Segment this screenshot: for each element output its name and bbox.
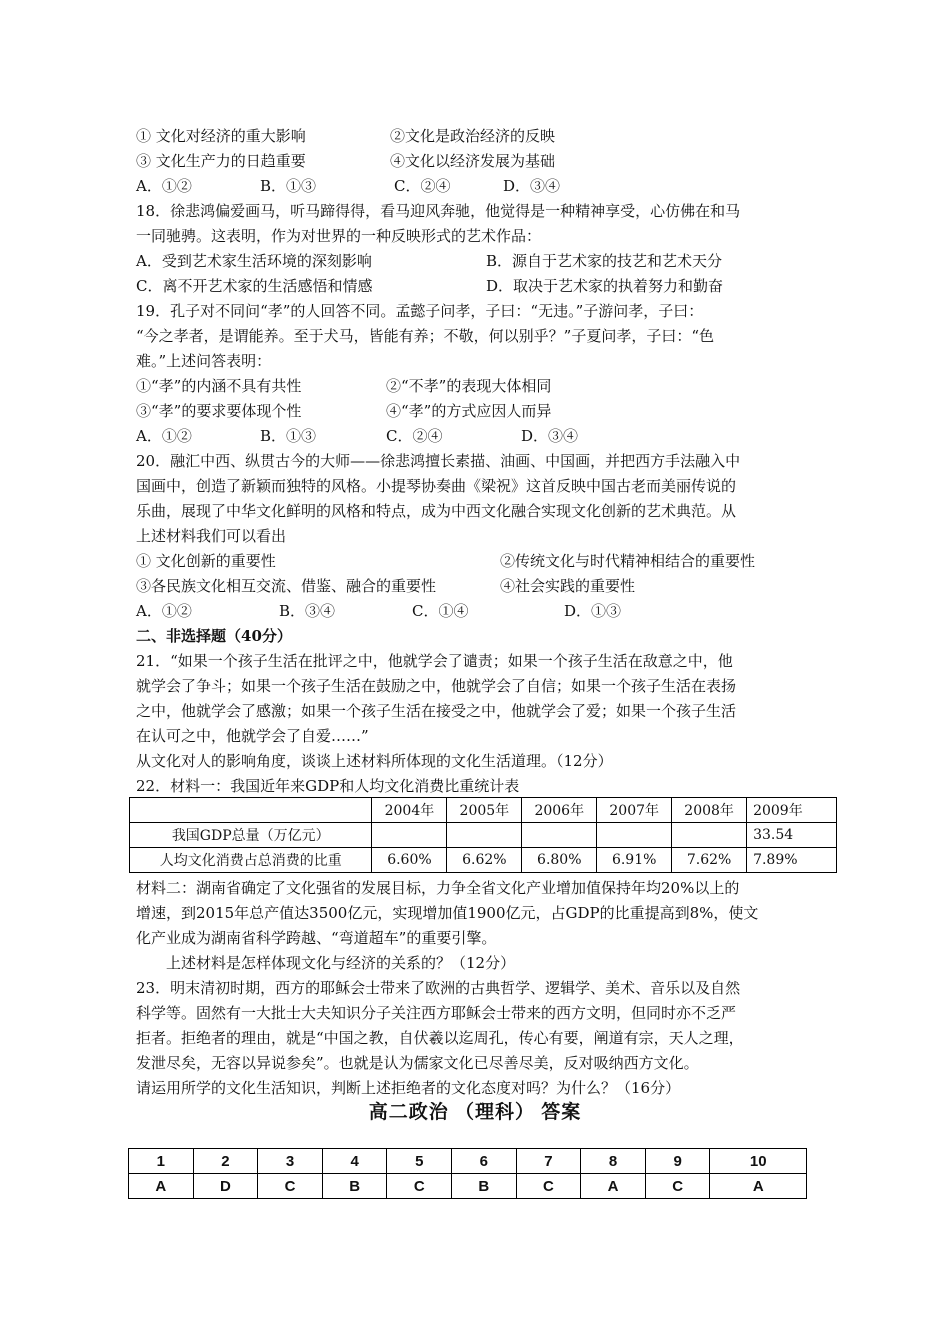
q18-choice-a: A．受到艺术家生活环境的深刻影响 (136, 252, 372, 270)
answer-key-cell: C (258, 1174, 323, 1199)
q22-material2-line-2: 增速，到2015年总产值达3500亿元，实现增加值1900亿元，占GDP的比重提高到8%，使文 (136, 904, 759, 922)
q19-option-3: ③“孝”的要求要体现个性 (136, 402, 302, 420)
answer-number-cell: 1 (129, 1149, 194, 1174)
q23-line-5: 请运用所学的文化生活知识，判断上述拒绝者的文化态度对吗？为什么？（16分） (136, 1079, 681, 1097)
answer-number-cell: 9 (645, 1149, 710, 1174)
table-header-cell: 2008年 (672, 798, 747, 823)
q21-line-2: 就学会了争斗；如果一个孩子生活在鼓励之中，他就学会了自信；如果一个孩子生活在表扬 (136, 677, 737, 695)
q20-stem-line-4: 上述材料我们可以看出 (136, 527, 287, 545)
q17-choice-d: D．③④ (503, 177, 561, 195)
answer-key-cell: A (710, 1174, 807, 1199)
table-header-row (130, 798, 837, 823)
table-cell: 7.89% (747, 848, 837, 873)
q20-choice-a: A．①② (136, 602, 192, 620)
answer-key-cell: A (129, 1174, 194, 1199)
answer-number-cell: 3 (258, 1149, 323, 1174)
q17-option-2: ②文化是政治经济的反映 (390, 127, 556, 145)
answer-number-cell: 10 (710, 1149, 807, 1174)
answer-key-table (128, 1148, 807, 1199)
q20-choice-c: C．①④ (412, 602, 469, 620)
q21-line-3: 之中，他就学会了感激；如果一个孩子生活在接受之中，他就学会了爱；如果一个孩子生活 (136, 702, 737, 720)
q19-choice-a: A．①② (136, 427, 192, 445)
table-cell: 7.62% (672, 848, 747, 873)
q17-option-3: ③ 文化生产力的日趋重要 (136, 152, 306, 170)
answer-key-cell: B (452, 1174, 517, 1199)
q20-stem-line-1: 20．融汇中西、纵贯古今的大师——徐悲鸿擅长素描、油画、中国画，并把西方手法融入中 (136, 452, 741, 470)
table-row (130, 848, 837, 873)
answer-key-cell: B (322, 1174, 387, 1199)
table-cell (672, 823, 747, 848)
table-header-cell (130, 798, 372, 823)
answer-number-cell: 2 (193, 1149, 258, 1174)
answer-key-cell: C (516, 1174, 581, 1199)
answer-number-cell: 4 (322, 1149, 387, 1174)
table-cell: 33.54 (747, 823, 837, 848)
q17-choice-b: B．①③ (260, 177, 317, 195)
answer-key-cell: A (581, 1174, 646, 1199)
table-cell: 人均文化消费占总消费的比重 (130, 848, 372, 873)
table-header-cell: 2009年 (747, 798, 837, 823)
q20-option-4: ④社会实践的重要性 (500, 577, 636, 595)
q23-line-2: 科学等。固然有一大批士大夫知识分子关注西方耶稣会士带来的西方文明，但同时亦不乏严 (136, 1004, 737, 1022)
q21-line-4: 在认可之中，他就学会了自爱……” (136, 727, 369, 745)
q20-stem-line-3: 乐曲，展现了中华文化鲜明的风格和特点，成为中西文化融合实现文化创新的艺术典范。从 (136, 502, 737, 520)
table-cell (447, 823, 522, 848)
q17-option-4: ④文化以经济发展为基础 (390, 152, 556, 170)
q23-line-1: 23．明末清初时期，西方的耶稣会士带来了欧洲的古典哲学、逻辑学、美术、音乐以及自然 (136, 979, 741, 997)
table-cell: 6.60% (372, 848, 447, 873)
table-header-cell: 2005年 (447, 798, 522, 823)
answer-number-row (129, 1149, 807, 1174)
q18-choice-c: C．离不开艺术家的生活感悟和情感 (136, 277, 373, 295)
answer-number-cell: 7 (516, 1149, 581, 1174)
q22-question: 上述材料是怎样体现文化与经济的关系的？（12分） (166, 954, 516, 972)
table-cell: 6.91% (597, 848, 672, 873)
q18-stem-line-2: 一同驰骋。这表明，作为对世界的一种反映形式的艺术作品： (136, 227, 542, 245)
q18-choice-d: D．取决于艺术家的执着努力和勤奋 (486, 277, 724, 295)
q17-choice-c: C．②④ (394, 177, 451, 195)
q19-option-4: ④“孝”的方式应因人而异 (386, 402, 552, 420)
q21-line-1: 21．“如果一个孩子生活在批评之中，他就学会了谴责；如果一个孩子生活在敌意之中，他 (136, 652, 733, 670)
q22-material2-line-3: 化产业成为湖南省科学跨越、“弯道超车”的重要引擎。 (136, 929, 497, 947)
q17-option-1: ① 文化对经济的重大影响 (136, 127, 306, 145)
answer-number-cell: 6 (452, 1149, 517, 1174)
q20-choice-b: B．③④ (279, 602, 336, 620)
table-cell (597, 823, 672, 848)
q20-option-2: ②传统文化与时代精神相结合的重要性 (500, 552, 756, 570)
answer-number-cell: 5 (387, 1149, 452, 1174)
q20-option-1: ① 文化创新的重要性 (136, 552, 276, 570)
table-cell: 6.80% (522, 848, 597, 873)
table-header-cell: 2007年 (597, 798, 672, 823)
q17-choice-a: A．①② (136, 177, 192, 195)
q19-choice-d: D．③④ (521, 427, 579, 445)
q22-line-1: 22．材料一：我国近年来GDP和人均文化消费比重统计表 (136, 777, 520, 795)
q22-material2-line-1: 材料二：湖南省确定了文化强省的发展目标，力争全省文化产业增加值保持年均20%以上的 (136, 879, 740, 897)
answer-key-cell: D (193, 1174, 258, 1199)
q23-line-3: 拒者。拒绝者的理由，就是“中国之教，自伏羲以迄周孔，传心有要，阐道有宗，天人之理， (136, 1029, 744, 1047)
q19-stem-line-1: 19．孔子对不同问“孝”的人回答不同。孟懿子问孝，子曰：“无违。”子游问孝，子曰： (136, 302, 704, 320)
table-cell (372, 823, 447, 848)
q21-line-5: 从文化对人的影响角度，谈谈上述材料所体现的文化生活道理。（12分） (136, 752, 613, 770)
section-heading: 二、非选择题（40分） (136, 627, 292, 645)
q19-stem-line-2: “今之孝者，是谓能养。至于犬马，皆能有养；不敬，何以别乎？”子夏问孝，子曰：“色 (136, 327, 715, 345)
table-cell: 6.62% (447, 848, 522, 873)
q19-option-1: ①“孝”的内涵不具有共性 (136, 377, 302, 395)
answer-key-row (129, 1174, 807, 1199)
gdp-statistics-table (129, 797, 837, 873)
table-cell (522, 823, 597, 848)
q19-choice-b: B．①③ (260, 427, 317, 445)
answer-number-cell: 8 (581, 1149, 646, 1174)
q20-choice-d: D．①③ (564, 602, 622, 620)
answer-key-title: 高二政治 （理科） 答案 (368, 1102, 582, 1123)
q19-option-2: ②“不孝”的表现大体相同 (386, 377, 552, 395)
q20-stem-line-2: 国画中，创造了新颖而独特的风格。小提琴协奏曲《梁祝》这首反映中国古老而美丽传说的 (136, 477, 737, 495)
q18-choice-b: B．源自于艺术家的技艺和艺术天分 (486, 252, 723, 270)
answer-key-cell: C (387, 1174, 452, 1199)
q20-option-3: ③各民族文化相互交流、借鉴、融合的重要性 (136, 577, 437, 595)
table-cell: 我国GDP总量（万亿元） (130, 823, 372, 848)
q19-stem-line-3: 难。”上述问答表明： (136, 352, 272, 370)
table-header-cell: 2006年 (522, 798, 597, 823)
q19-choice-c: C．②④ (386, 427, 443, 445)
table-row (130, 823, 837, 848)
q18-stem-line-1: 18．徐悲鸿偏爱画马，听马蹄得得，看马迎风奔驰，他觉得是一种精神享受，心仿佛在和马 (136, 202, 741, 220)
table-header-cell: 2004年 (372, 798, 447, 823)
answer-key-cell: C (645, 1174, 710, 1199)
q23-line-4: 发泄尽矣，无容以异说参矣”。也就是认为儒家文化已尽善尽美，反对吸纳西方文化。 (136, 1054, 699, 1072)
